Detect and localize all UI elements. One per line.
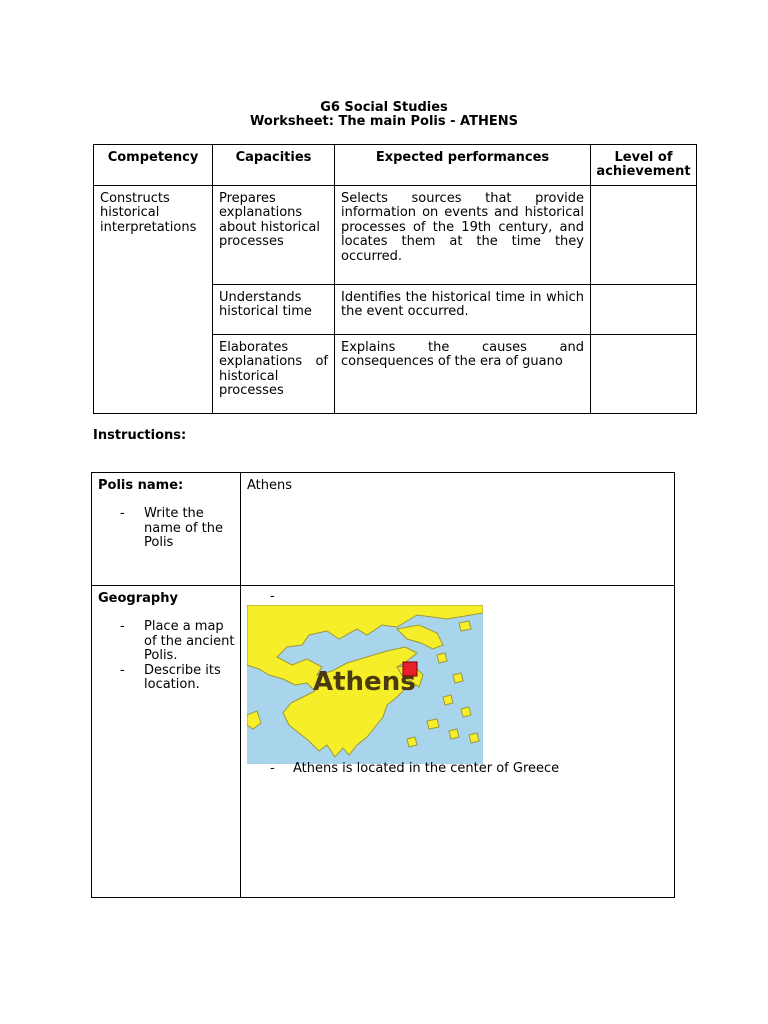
dash-bullet: - bbox=[120, 506, 125, 522]
capacity-cell: Understands historical time bbox=[213, 285, 335, 335]
polis-name-answer: Athens bbox=[247, 478, 293, 493]
task-text: Write the name of the Polis bbox=[144, 506, 223, 551]
competency-cell: Constructs historical interpretations bbox=[94, 186, 213, 414]
performance-cell: Identifies the historical time in which the event occurred. bbox=[335, 285, 591, 335]
island bbox=[407, 737, 417, 747]
list-item bbox=[98, 664, 239, 693]
instructions-label: Instructions: bbox=[93, 428, 187, 443]
task-text: Place a map of the ancient Polis. bbox=[144, 619, 235, 664]
worksheet-title: Worksheet: The main Polis - ATHENS bbox=[250, 114, 518, 129]
list-item bbox=[98, 507, 239, 550]
header-expected-performances: Expected performances bbox=[335, 145, 591, 186]
geography-label: Geography bbox=[98, 591, 178, 606]
dash-bullet: - bbox=[120, 662, 125, 678]
euboea-island bbox=[397, 625, 443, 649]
polis-name-label: Polis name: bbox=[98, 478, 184, 493]
polis-name-row bbox=[92, 473, 675, 586]
worksheet-course-title: G6 Social Studies bbox=[320, 100, 448, 115]
competency-table-header-row bbox=[94, 145, 697, 186]
map-city-label: Athens bbox=[313, 667, 416, 697]
island bbox=[469, 733, 479, 743]
island bbox=[459, 621, 471, 631]
island bbox=[427, 719, 439, 729]
dash-bullet: - bbox=[120, 619, 125, 635]
athens-map-image bbox=[247, 605, 483, 764]
island bbox=[247, 711, 261, 729]
level-cell[interactable] bbox=[591, 186, 697, 285]
performance-cell: Explains the causes and consequences of the era of guano bbox=[335, 335, 591, 414]
list-item bbox=[98, 620, 239, 663]
geography-answer: Athens is located in the center of Greece bbox=[293, 761, 560, 776]
performance-cell: Selects sources that provide information on events and historical processes of the 19th century, and locates them at the time they occurred. bbox=[335, 186, 591, 285]
island bbox=[461, 707, 471, 717]
table-row bbox=[94, 186, 697, 285]
level-cell[interactable] bbox=[591, 335, 697, 414]
header-level-of-achievement: Level of achievement bbox=[591, 145, 697, 186]
geography-prompt-cell bbox=[92, 586, 241, 898]
island bbox=[437, 653, 447, 663]
greece-map-graphic bbox=[247, 605, 483, 764]
island bbox=[449, 729, 459, 739]
geography-answer-line bbox=[270, 762, 559, 776]
geography-dash-bullet: - bbox=[270, 589, 275, 604]
competency-table bbox=[93, 144, 697, 414]
header-competency: Competency bbox=[94, 145, 213, 186]
task-text: Describe its location. bbox=[144, 662, 221, 693]
island bbox=[453, 673, 463, 683]
level-cell[interactable] bbox=[591, 285, 697, 335]
capacity-cell: Prepares explanations about historical processes bbox=[213, 186, 335, 285]
polis-name-task-list bbox=[98, 507, 234, 550]
header-capacities: Capacities bbox=[213, 145, 335, 186]
polis-name-answer-cell[interactable] bbox=[241, 473, 675, 586]
geography-task-list bbox=[98, 620, 234, 692]
polis-name-prompt-cell bbox=[92, 473, 241, 586]
capacity-cell: Elaborates explanations of historical processes bbox=[213, 335, 335, 414]
dash-bullet: - bbox=[270, 761, 275, 776]
island bbox=[443, 695, 453, 705]
